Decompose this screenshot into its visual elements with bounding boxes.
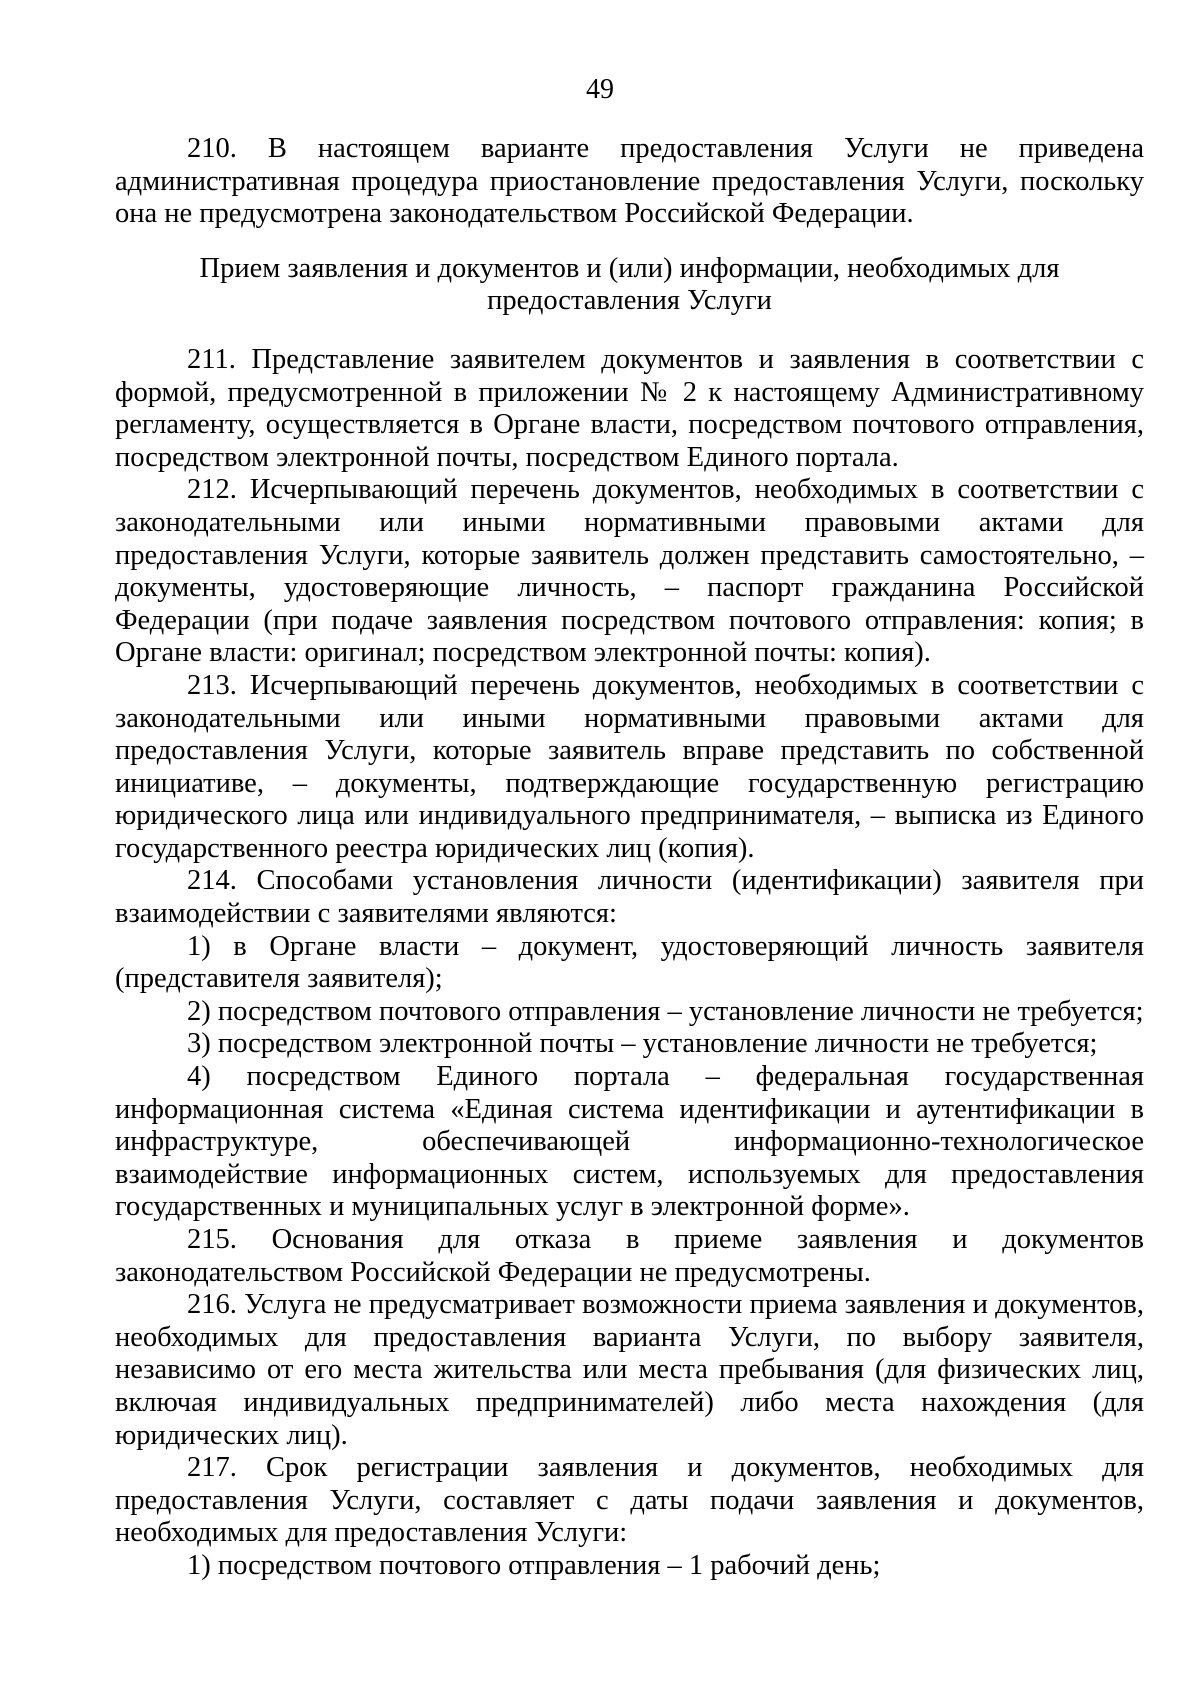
page-number: 49 <box>586 74 614 105</box>
list-item-214-1: 1) в Органе власти – документ, удостоверяющий личность заявителя (представителя заявителя); <box>115 930 1144 995</box>
paragraph-213: 213. Исчерпывающий перечень документов, необходимых в соответствии с законодательными или иными нормативными правовыми актами для предоставления Услуги, которые заявитель вправе представить по собственной инициативе, – документы, подтверждающие государственную регистрацию юридического лица или индивидуального предпринимателя, – выписка из Единого государственного реестра юридических лиц (копия). <box>115 669 1144 864</box>
section-heading-line-1: Прием заявления и документов и (или) информации, необходимых для <box>199 252 1060 284</box>
section-heading <box>115 253 1144 318</box>
section-heading-line-2: предоставления Услуги <box>487 285 772 317</box>
list-item-217-1: 1) посредством почтового отправления – 1 рабочий день; <box>187 1549 881 1581</box>
paragraph-216: 216. Услуга не предусматривает возможности приема заявления и документов, необходимых для предоставления варианта Услуги, по выбору заявителя, независимо от его места жительства или места пребывания (для физических лиц, включая индивидуальных предпринимателей) либо места нахождения (для юридических лиц). <box>115 1289 1144 1451</box>
paragraph-212: 212. Исчерпывающий перечень документов, необходимых в соответствии с законодательными или иными нормативными правовыми актами для предоставления Услуги, которые заявитель должен представить самостоятельно, – документы, удостоверяющие личность, – паспорт гражданина Российской Федерации (при подаче заявления посредством почтового отправления: копия; в Органе власти: оригинал; посредством электронной почты: копия). <box>115 474 1144 669</box>
list-item-214-2: 2) посредством почтового отправления – установление личности не требуется; <box>187 995 1144 1027</box>
paragraph-217: 217. Срок регистрации заявления и документов, необходимых для предоставления Услуги, составляет с даты подачи заявления и документов, необходимых для предоставления Услуги: <box>115 1452 1144 1549</box>
list-item-214-3: 3) посредством электронной почты – установление личности не требуется; <box>187 1028 1098 1060</box>
list-item-214-4: 4) посредством Единого портала – федеральная государственная информационная система «Единая система идентификации и аутентификации в инфраструктуре, обеспечивающей информационно-технологическое взаимодействие информационных систем, используемых для предоставления государственных и муниципальных услуг в электронной форме». <box>115 1061 1144 1223</box>
paragraph-215: 215. Основания для отказа в приеме заявления и документов законодательством Российской Федерации не предусмотрены. <box>115 1224 1144 1288</box>
paragraph-211: 211. Представление заявителем документов и заявления в соответствии с формой, предусмотренной в приложении № 2 к настоящему Административному регламенту, осуществляется в Органе власти, посредством почтового отправления, посредством электронной почты, посредством Единого портала. <box>115 343 1144 473</box>
paragraph-210: 210. В настоящем варианте предоставления Услуги не приведена административная процедура приостановление предоставления Услуги, поскольку она не предусмотрена законодательством Российской Федерации. <box>115 133 1144 230</box>
paragraph-214: 214. Способами установления личности (идентификации) заявителя при взаимодействии с заявителями являются: <box>115 865 1144 930</box>
document-body <box>115 133 1144 1583</box>
